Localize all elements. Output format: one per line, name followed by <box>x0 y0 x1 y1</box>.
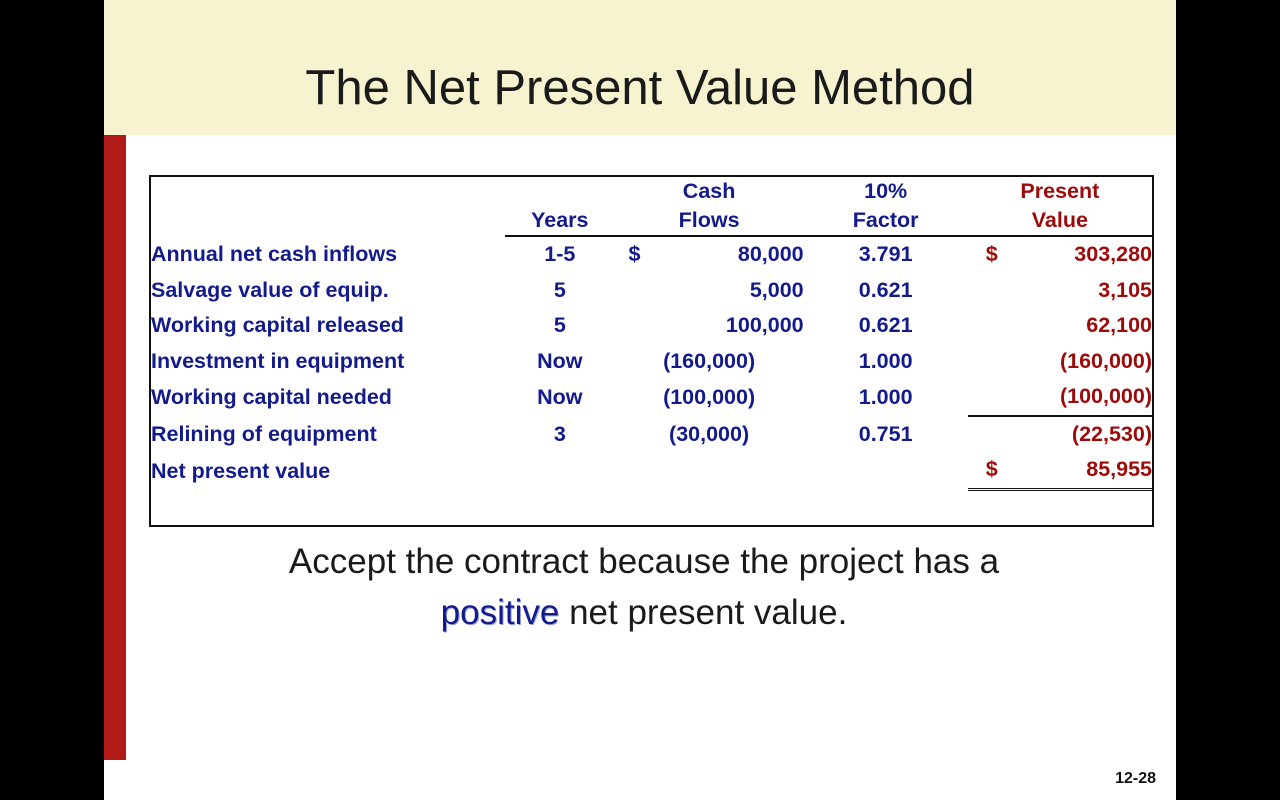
row-years: 1-5 <box>544 242 576 266</box>
table-row <box>151 308 1152 344</box>
total-present-value <box>968 452 1152 489</box>
row-cash-flow <box>615 236 804 273</box>
accent-bar <box>104 135 126 760</box>
row-present-value: (100,000) <box>1059 384 1152 408</box>
row-present-value: (160,000) <box>1059 348 1152 373</box>
highlight-word: positive <box>440 593 560 632</box>
total-cash-flow <box>615 452 804 489</box>
row-factor: 0.621 <box>858 277 913 302</box>
row-years: Now <box>537 385 583 409</box>
currency-symbol: $ <box>985 457 998 481</box>
header-value: Value <box>968 206 1152 236</box>
header-rate: 10% <box>864 179 908 203</box>
table-header-row-top <box>151 177 1152 206</box>
total-factor <box>804 452 968 489</box>
conclusion-line-1: Accept the contract because the project has a <box>288 542 1000 581</box>
row-label: Working capital needed <box>151 385 392 409</box>
row-cash-flow: 100,000 <box>725 313 804 337</box>
npv-table-container <box>149 175 1154 527</box>
header-cash: Cash <box>682 179 736 203</box>
table-total-row <box>151 452 1152 489</box>
row-label: Investment in equipment <box>151 348 405 373</box>
row-years: 3 <box>553 421 566 446</box>
cash-flow-value: 80,000 <box>737 242 804 266</box>
row-cash-flow: (100,000) <box>663 385 756 409</box>
row-cash-flow: (30,000) <box>669 421 750 446</box>
table-row <box>151 236 1152 273</box>
table-row <box>151 416 1152 453</box>
header-years-top <box>505 177 615 206</box>
net-present-value-value: 85,955 <box>1086 457 1152 481</box>
conclusion-text <box>144 536 1144 638</box>
total-years <box>505 452 615 489</box>
table-body <box>151 236 1152 489</box>
row-label: Relining of equipment <box>151 421 377 446</box>
row-factor: 0.751 <box>858 421 913 446</box>
row-label: Annual net cash inflows <box>151 242 398 266</box>
row-present-value: 3,105 <box>1098 277 1152 302</box>
row-present-value: (22,530) <box>968 416 1152 453</box>
slide <box>104 0 1176 800</box>
row-present-value: 62,100 <box>1086 313 1152 337</box>
present-value-value: 303,280 <box>1074 242 1152 266</box>
header-years: Years <box>505 206 615 236</box>
row-factor: 0.621 <box>858 313 913 337</box>
conclusion-line-2-rest: net present value. <box>569 593 848 632</box>
currency-symbol: $ <box>628 242 641 266</box>
header-blank-bottom <box>151 206 505 236</box>
table-row <box>151 379 1152 416</box>
row-cash-flow: 5,000 <box>749 277 804 302</box>
npv-table <box>151 177 1152 491</box>
header-present: Present <box>1020 179 1100 203</box>
row-factor: 1.000 <box>858 385 913 409</box>
page-title: The Net Present Value Method <box>305 61 975 115</box>
row-years: 5 <box>553 313 566 337</box>
row-years: Now <box>537 348 583 373</box>
header-blank-top <box>151 177 505 206</box>
row-years: 5 <box>553 277 566 302</box>
table-row <box>151 344 1152 380</box>
page-number: 12-28 <box>1115 770 1156 787</box>
row-present-value <box>968 236 1152 273</box>
row-factor: 1.000 <box>858 348 913 373</box>
header-factor: Factor <box>804 206 968 236</box>
table-row <box>151 273 1152 309</box>
header-flows: Flows <box>615 206 804 236</box>
row-label: Salvage value of equip. <box>151 277 389 302</box>
currency-symbol: $ <box>985 242 998 266</box>
row-cash-flow: (160,000) <box>663 348 756 373</box>
row-label: Working capital released <box>151 313 404 337</box>
total-label: Net present value <box>151 458 331 483</box>
row-factor: 3.791 <box>858 242 913 266</box>
conclusion-line-2 <box>144 587 1144 638</box>
table-header-row-bottom <box>151 206 1152 236</box>
